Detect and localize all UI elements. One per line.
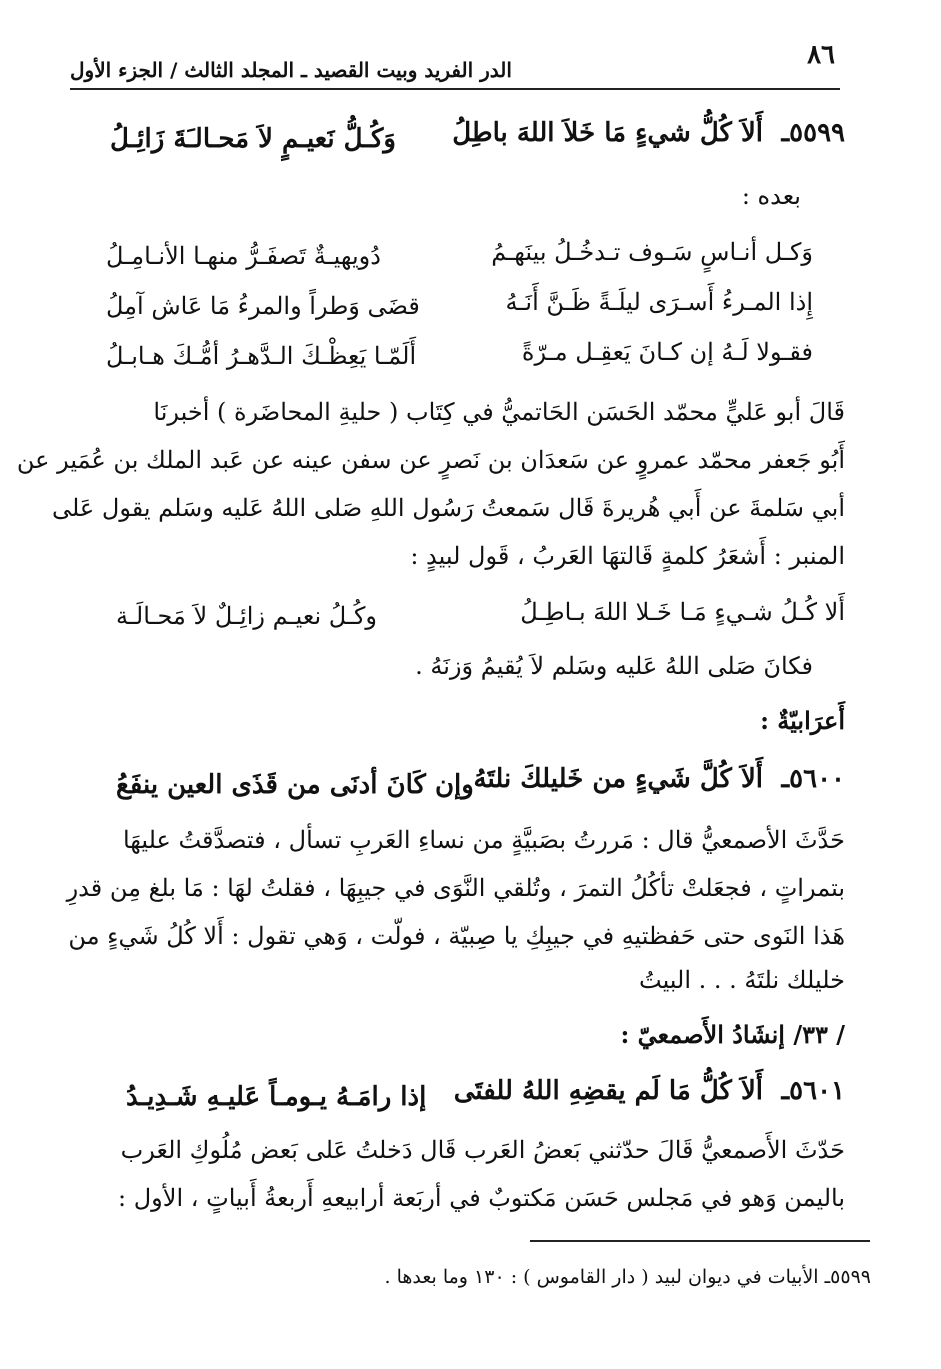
quoted-verse-first: أَلا كُـلُ شـيءٍ مَـا خَـلا اللهَ بـاطِـلُ xyxy=(520,598,845,626)
prose-5600-line-1: حَدَّثَ الأصمعيُّ قال : مَررتُ بصَبيَّةٍ من نساءِ العَربِ تسأل ، فتصدَّقتُ عليهَا xyxy=(122,826,845,854)
verse-5601-second-hemistich: إذا رامَـهُ يـومـاً عَليـهِ شَـدِيـدُ xyxy=(126,1082,427,1112)
page-number: ٨٦ xyxy=(807,40,835,70)
verse-5599-first-hemistich: أَلاَ كُلُّ شيءٍ مَا خَلاَ اللهَ باطِلُ xyxy=(452,118,763,148)
footnote-5599: ٥٥٩٩ـ الأبيات في ديوان لبيد ( دار القاموس ) : ١٣٠ وما بعدها . xyxy=(384,1266,871,1288)
couplet-1-first: وَكـل أنـاسٍ سَـوف تـدخُـلُ بينَهـمُ xyxy=(491,238,813,266)
entry-number-5600: ٥٦٠٠ـ xyxy=(781,764,845,794)
prose-5601-line-2: باليمن وَهو في مَجلس حَسَن مَكتوبٌ في أربَعة أرابيعهِ أَربعةُ أَبياتٍ ، الأول : xyxy=(118,1184,845,1212)
entry-number-5599: ٥٥٩٩ـ xyxy=(781,118,845,148)
after-label: بعده : xyxy=(741,182,801,210)
quoted-verse-second: وكُـلُ نعيـم زائِـلٌ لاَ مَحـالَـة xyxy=(116,602,377,630)
verse-5601-first-hemistich: أَلاَ كُلُّ مَا لَم يقضِهِ اللهُ للفتَى xyxy=(453,1076,763,1106)
couplet-2-first: إِذا المـرءُ أَسـرَى ليلَـةً ظَـنَّ أَنَـهُ xyxy=(505,288,813,316)
verse-5600-second-hemistich: وإن كَانَ أدنَى من قَذَى العين ينفَعُ xyxy=(116,770,474,800)
prose-5600-line-2: بتمراتٍ ، فجعَلتْ تأكُلُ التمرَ ، وتُلقي النَّوَى في جيبِهَا ، فقلتُ لهَا : مَا بلغ مِن قدرِ xyxy=(66,874,845,902)
prose-5600-line-4: خليلك نلتَهُ . . . البيتُ xyxy=(639,966,845,994)
running-title: الدر الفريد وبيت القصيد ـ المجلد الثالث / الجزء الأول xyxy=(70,58,512,82)
verse-5600-first-hemistich: أَلاَ كُلَّ شَيءٍ من خَليلكَ نلتَهُ xyxy=(473,764,763,794)
prose-5599-line-1: قَالَ أبو عَليٍّ محمّد الحَسَن الحَاتميُّ في كِتَاب ( حليةِ المحاضَرة ) أخبرنَا xyxy=(153,398,845,426)
footnote-divider xyxy=(530,1240,870,1242)
couplet-1-second: دُويهيـةٌ تَصفَـرُّ منهـا الأنـامِـلُ xyxy=(106,242,381,270)
closing-remark: فكانَ صَلى اللهُ عَليه وسَلم لاَ يُقيمُ وَزنَهُ . xyxy=(415,652,813,680)
entry-number-5601: ٥٦٠١ـ xyxy=(781,1076,845,1106)
verse-5599-second-hemistich: وَكُـلُّ نَعيـمٍ لاَ مَحـالـَةَ زَائِـلُ xyxy=(110,124,396,154)
prose-5600-line-3: هَذا النَوى حتى حَفظتيهِ في جيبِكِ يا صِبيّة ، فولّت ، وَهي تقول : أَلا كُلُ شَيءٍ من xyxy=(68,922,845,950)
bedouin-heading: أَعرَابيّةٌ : xyxy=(760,706,845,735)
prose-5599-line-3: أبي سَلمةَ عن أَبي هُريرةَ قَال سَمعتُ رَسُول اللهِ صَلى اللهُ عَليه وسَلم يقول عَلى xyxy=(51,494,845,522)
prose-5599-line-4: المنبر : أَشعَرُ كلمةٍ قَالتهَا العَربُ ، قَول لبيدٍ : xyxy=(410,542,845,570)
couplet-2-second: قضَى وَطراً والمرءُ مَا عَاش آمِلُ xyxy=(106,292,420,320)
couplet-3-second: أَلَمّـا يَعِظْـكَ الـدَّهـرُ أمُّـكَ هـابـلُ xyxy=(106,342,417,370)
page-header xyxy=(70,40,840,90)
prose-5599-line-2: أَبُو جَعفر محمّد عمروٍ عن سَعدَان بن نَصرٍ عن سفن عينه عن عَبد الملك بن عُمَير عن xyxy=(16,446,845,474)
couplet-3-first: فقـولا لَـهُ إن كـانَ يَعقِـل مـرّةً xyxy=(521,338,813,366)
asmai-heading: / ٣٣/ إنشَادُ الأَصمعيّ : xyxy=(620,1020,845,1049)
prose-5601-line-1: حَدّثَ الأَصمعيُّ قَالَ حدّثني بَعضُ العَرب قَال دَخلتُ عَلى بَعض مُلُوكِ العَرب xyxy=(120,1136,845,1164)
